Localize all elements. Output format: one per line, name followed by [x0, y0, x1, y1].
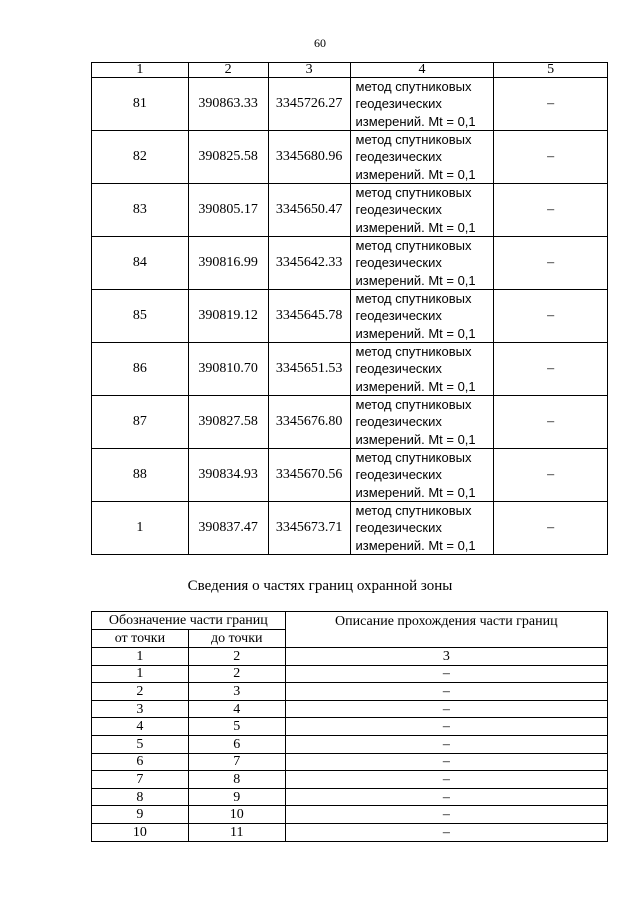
- table-row: [92, 343, 608, 396]
- column-number: 3: [268, 63, 350, 78]
- from-point: 3: [92, 700, 189, 718]
- x-coordinate: 390863.33: [188, 78, 268, 131]
- table-row: [92, 665, 608, 683]
- to-point: 2: [188, 665, 285, 683]
- part-description: –: [285, 683, 607, 701]
- part-description: –: [285, 735, 607, 753]
- part-description: –: [285, 823, 607, 841]
- method-line: измерений. Mt = 0,1: [355, 325, 476, 341]
- table-row: [92, 700, 608, 718]
- method-line: метод спутниковых: [355, 291, 472, 307]
- to-point-header: до точки: [188, 630, 285, 648]
- column-number-row: [92, 63, 608, 78]
- table-row: [92, 735, 608, 753]
- point-number: 81: [92, 78, 189, 131]
- part-description: –: [285, 806, 607, 824]
- column-number: 1: [92, 648, 189, 666]
- group-header: Обозначение части границ: [92, 612, 286, 630]
- method-line: геодезических: [355, 467, 442, 483]
- y-coordinate: 3345642.33: [268, 237, 350, 290]
- method-line: метод спутниковых: [355, 132, 472, 148]
- note: –: [494, 237, 608, 290]
- y-coordinate: 3345680.96: [268, 131, 350, 184]
- method-line: геодезических: [355, 96, 442, 112]
- method-line: метод спутниковых: [355, 503, 472, 519]
- table-row: [92, 771, 608, 789]
- method-line: метод спутниковых: [355, 397, 472, 413]
- point-number: 1: [92, 502, 189, 555]
- y-coordinate: 3345673.71: [268, 502, 350, 555]
- point-number: 84: [92, 237, 189, 290]
- table-row: [92, 131, 608, 184]
- table-row: [92, 184, 608, 237]
- method-description: [350, 343, 494, 396]
- x-coordinate: 390816.99: [188, 237, 268, 290]
- to-point: 10: [188, 806, 285, 824]
- section-title: Сведения о частях границ охранной зоны: [187, 578, 453, 594]
- from-point: 8: [92, 788, 189, 806]
- to-point: 5: [188, 718, 285, 736]
- method-description: [350, 237, 494, 290]
- point-number: 85: [92, 290, 189, 343]
- to-point: 11: [188, 823, 285, 841]
- table-row: [92, 78, 608, 131]
- description-header: Описание прохождения части границ: [285, 612, 607, 648]
- point-number: 88: [92, 449, 189, 502]
- y-coordinate: 3345650.47: [268, 184, 350, 237]
- method-line: метод спутниковых: [355, 79, 472, 95]
- method-line: геодезических: [355, 202, 442, 218]
- page-number: 60: [314, 36, 326, 50]
- column-number-row: [92, 648, 608, 666]
- part-description: –: [285, 788, 607, 806]
- to-point: 4: [188, 700, 285, 718]
- method-line: измерений. Mt = 0,1: [355, 378, 476, 394]
- part-description: –: [285, 700, 607, 718]
- y-coordinate: 3345645.78: [268, 290, 350, 343]
- y-coordinate: 3345726.27: [268, 78, 350, 131]
- from-point-header: от точки: [92, 630, 189, 648]
- method-line: измерений. Mt = 0,1: [355, 484, 476, 500]
- from-point: 1: [92, 665, 189, 683]
- method-line: геодезических: [355, 520, 442, 536]
- part-description: –: [285, 665, 607, 683]
- x-coordinate: 390805.17: [188, 184, 268, 237]
- table-row: [92, 683, 608, 701]
- table-row: [92, 396, 608, 449]
- point-number: 82: [92, 131, 189, 184]
- from-point: 10: [92, 823, 189, 841]
- table-row: [92, 290, 608, 343]
- table-row: [92, 753, 608, 771]
- method-line: измерений. Mt = 0,1: [355, 219, 476, 235]
- column-number: 4: [350, 63, 494, 78]
- method-line: геодезических: [355, 149, 442, 165]
- table-row: [92, 718, 608, 736]
- to-point: 8: [188, 771, 285, 789]
- column-number: 2: [188, 63, 268, 78]
- part-description: –: [285, 771, 607, 789]
- x-coordinate: 390825.58: [188, 131, 268, 184]
- note: –: [494, 396, 608, 449]
- method-line: измерений. Mt = 0,1: [355, 537, 476, 553]
- from-point: 6: [92, 753, 189, 771]
- x-coordinate: 390827.58: [188, 396, 268, 449]
- method-description: [350, 396, 494, 449]
- note: –: [494, 78, 608, 131]
- method-line: измерений. Mt = 0,1: [355, 113, 476, 129]
- point-number: 83: [92, 184, 189, 237]
- note: –: [494, 343, 608, 396]
- part-description: –: [285, 753, 607, 771]
- from-point: 5: [92, 735, 189, 753]
- method-description: [350, 449, 494, 502]
- coordinates-table: [91, 62, 608, 555]
- table-row: [92, 237, 608, 290]
- method-line: измерений. Mt = 0,1: [355, 166, 476, 182]
- method-description: [350, 131, 494, 184]
- y-coordinate: 3345651.53: [268, 343, 350, 396]
- to-point: 9: [188, 788, 285, 806]
- note: –: [494, 502, 608, 555]
- from-point: 4: [92, 718, 189, 736]
- x-coordinate: 390834.93: [188, 449, 268, 502]
- method-line: измерений. Mt = 0,1: [355, 431, 476, 447]
- x-coordinate: 390810.70: [188, 343, 268, 396]
- note: –: [494, 184, 608, 237]
- part-description: –: [285, 718, 607, 736]
- table-row: [92, 806, 608, 824]
- column-number: 3: [285, 648, 607, 666]
- note: –: [494, 449, 608, 502]
- method-line: метод спутниковых: [355, 185, 472, 201]
- point-number: 86: [92, 343, 189, 396]
- method-line: геодезических: [355, 414, 442, 430]
- from-point: 7: [92, 771, 189, 789]
- y-coordinate: 3345670.56: [268, 449, 350, 502]
- method-line: метод спутниковых: [355, 238, 472, 254]
- table-row: [92, 449, 608, 502]
- table-row: [92, 823, 608, 841]
- method-line: геодезических: [355, 255, 442, 271]
- column-number: 2: [188, 648, 285, 666]
- x-coordinate: 390819.12: [188, 290, 268, 343]
- from-point: 9: [92, 806, 189, 824]
- method-description: [350, 78, 494, 131]
- note: –: [494, 290, 608, 343]
- note: –: [494, 131, 608, 184]
- header-row: [92, 612, 608, 630]
- method-description: [350, 502, 494, 555]
- column-number: 1: [92, 63, 189, 78]
- method-description: [350, 290, 494, 343]
- to-point: 6: [188, 735, 285, 753]
- from-point: 2: [92, 683, 189, 701]
- method-line: геодезических: [355, 361, 442, 377]
- x-coordinate: 390837.47: [188, 502, 268, 555]
- method-line: метод спутниковых: [355, 344, 472, 360]
- method-line: метод спутниковых: [355, 450, 472, 466]
- table-row: [92, 788, 608, 806]
- method-description: [350, 184, 494, 237]
- method-line: измерений. Mt = 0,1: [355, 272, 476, 288]
- boundary-parts-table: [91, 611, 608, 842]
- column-number: 5: [494, 63, 608, 78]
- to-point: 3: [188, 683, 285, 701]
- point-number: 87: [92, 396, 189, 449]
- y-coordinate: 3345676.80: [268, 396, 350, 449]
- method-line: геодезических: [355, 308, 442, 324]
- table-row: [92, 502, 608, 555]
- to-point: 7: [188, 753, 285, 771]
